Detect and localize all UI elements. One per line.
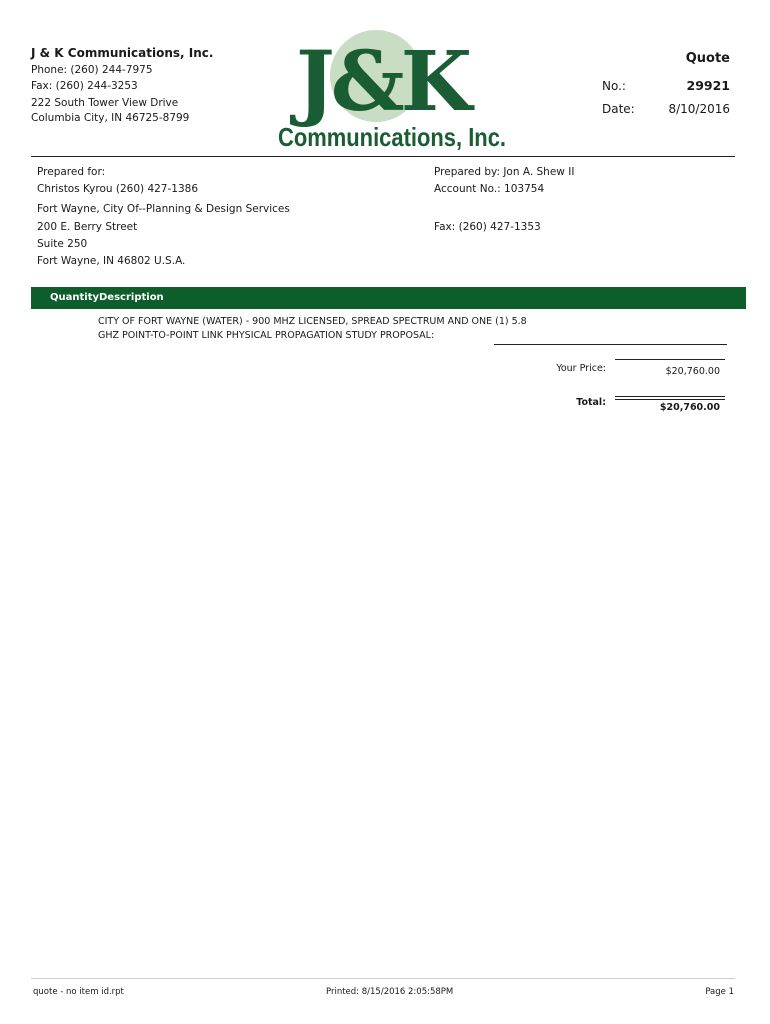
company-phone: Phone: (260) 244-7975 xyxy=(31,64,153,76)
prepared-for-city: Fort Wayne, IN 46802 U.S.A. xyxy=(37,255,186,267)
footer-report-name: quote - no item id.rpt xyxy=(33,987,124,997)
logo-wordmark: Communications, Inc. xyxy=(278,122,506,152)
header-divider xyxy=(31,156,735,157)
footer-printed: Printed: 8/15/2016 2:05:58PM xyxy=(326,987,454,997)
quote-date-label: Date: xyxy=(602,102,635,116)
column-description: Description xyxy=(99,292,164,303)
company-logo xyxy=(272,30,512,156)
total-rule-top xyxy=(615,396,725,397)
prepared-for-org: Fort Wayne, City Of--Planning & Design Services xyxy=(37,203,290,215)
company-fax: Fax: (260) 244-3253 xyxy=(31,80,138,92)
your-price-label: Your Price: xyxy=(556,363,606,374)
prepared-for-label: Prepared for: xyxy=(37,166,106,178)
quote-title: Quote xyxy=(685,51,730,66)
quote-date-value: 8/10/2016 xyxy=(668,102,730,116)
table-header xyxy=(31,287,746,309)
prepared-for-street: 200 E. Berry Street xyxy=(37,221,138,233)
footer-divider xyxy=(31,978,735,979)
company-city: Columbia City, IN 46725-8799 xyxy=(31,112,190,124)
description-line-2: GHZ POINT-TO-POINT LINK PHYSICAL PROPAGATION STUDY PROPOSAL: xyxy=(98,330,435,341)
company-name: J & K Communications, Inc. xyxy=(31,46,214,60)
prepared-for-contact: Christos Kyrou (260) 427-1386 xyxy=(37,183,199,195)
total-rule-bottom xyxy=(615,399,725,400)
logo-mark: J&K xyxy=(295,34,469,130)
your-price-value: $20,760.00 xyxy=(665,366,720,377)
quote-no-label: No.: xyxy=(602,79,626,93)
price-rule xyxy=(615,359,725,360)
description-line-1: CITY OF FORT WAYNE (WATER) - 900 MHZ LICENSED, SPREAD SPECTRUM AND ONE (1) 5.8 xyxy=(98,316,527,327)
footer-page: Page 1 xyxy=(705,987,734,997)
prepared-by-fax: Fax: (260) 427-1353 xyxy=(434,221,541,233)
column-quantity: Quantity xyxy=(50,292,99,303)
account-number: Account No.: 103754 xyxy=(434,183,545,195)
company-street: 222 South Tower View Drive xyxy=(31,97,179,109)
prepared-for-suite: Suite 250 xyxy=(37,238,88,250)
total-value: $20,760.00 xyxy=(659,402,720,413)
total-label: Total: xyxy=(576,397,606,408)
description-underline xyxy=(494,344,727,345)
quote-no-value: 29921 xyxy=(686,78,730,93)
prepared-by: Prepared by: Jon A. Shew II xyxy=(434,166,575,178)
